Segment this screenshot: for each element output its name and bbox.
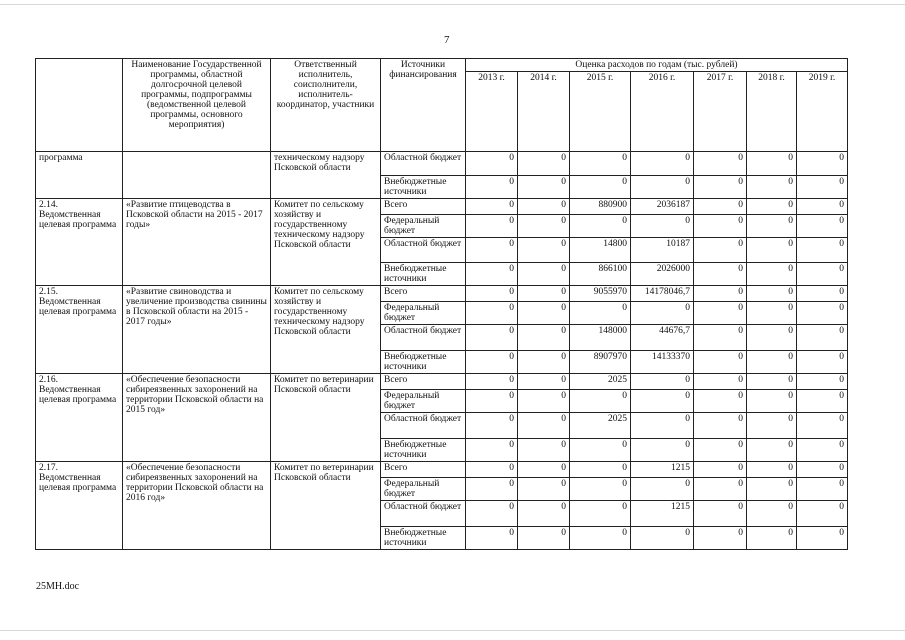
expenditure-table xyxy=(35,58,848,550)
funding-source: Федеральный бюджет xyxy=(381,390,466,413)
table-body xyxy=(36,152,848,550)
expense-value: 0 xyxy=(466,439,518,462)
expense-value: 0 xyxy=(466,374,518,390)
header-year: 2017 г. xyxy=(694,72,747,152)
program-responsible: Комитет по сельскому хозяйству и государственному техническому надзору Псковской области xyxy=(271,286,381,374)
header-empty xyxy=(36,59,123,152)
program-title: «Развитие птицеводства в Псковской области на 2015 - 2017 годы» xyxy=(123,199,271,286)
expense-value: 0 xyxy=(797,462,848,478)
header-year: 2018 г. xyxy=(747,72,797,152)
program-title: «Обеспечение безопасности сибиреязвенных захоронений на территории Псковской области на 2015 год» xyxy=(123,374,271,462)
expense-value: 0 xyxy=(570,215,631,238)
expense-value: 1215 xyxy=(631,501,694,527)
expense-value: 0 xyxy=(466,176,518,199)
footer-filename: 25MH.doc xyxy=(36,581,80,592)
expense-value: 0 xyxy=(694,527,747,550)
expense-value: 0 xyxy=(570,152,631,176)
expense-value: 0 xyxy=(747,501,797,527)
expense-value: 0 xyxy=(466,501,518,527)
expense-value: 0 xyxy=(694,263,747,286)
expense-value: 0 xyxy=(631,302,694,325)
expense-value: 0 xyxy=(694,302,747,325)
expense-value: 0 xyxy=(466,478,518,501)
expense-value: 0 xyxy=(466,238,518,263)
expense-value: 0 xyxy=(797,501,848,527)
expense-value: 0 xyxy=(694,390,747,413)
funding-source: Всего xyxy=(381,462,466,478)
header-year: 2014 г. xyxy=(518,72,570,152)
expense-value: 0 xyxy=(518,325,570,351)
expense-value: 10187 xyxy=(631,238,694,263)
expense-value: 0 xyxy=(747,302,797,325)
expense-value: 0 xyxy=(694,199,747,215)
expense-value: 0 xyxy=(518,302,570,325)
expense-value: 2036187 xyxy=(631,199,694,215)
expense-value: 0 xyxy=(518,176,570,199)
expense-value: 0 xyxy=(466,302,518,325)
expense-value: 0 xyxy=(466,390,518,413)
expense-value: 0 xyxy=(694,351,747,374)
program-title: «Обеспечение безопасности сибиреязвенных захоронений на территории Псковской области на 2016 год» xyxy=(123,462,271,550)
expense-value: 9055970 xyxy=(570,286,631,302)
expense-value: 0 xyxy=(694,462,747,478)
expense-value: 0 xyxy=(466,527,518,550)
expense-value: 0 xyxy=(570,302,631,325)
program-code: 2.15. Ведомственная целевая программа xyxy=(36,286,123,374)
expense-value: 0 xyxy=(518,527,570,550)
funding-source: Всего xyxy=(381,374,466,390)
header-year: 2013 г. xyxy=(466,72,518,152)
expense-value: 0 xyxy=(694,286,747,302)
expense-value: 0 xyxy=(747,325,797,351)
expense-value: 0 xyxy=(694,176,747,199)
funding-source: Областной бюджет xyxy=(381,413,466,439)
funding-source: Внебюджетные источники xyxy=(381,263,466,286)
expense-value: 0 xyxy=(694,215,747,238)
header-year: 2015 г. xyxy=(570,72,631,152)
header-program-name: Наименование Государственной программы, областной долгосрочной целевой программы, подпрограммы (ведомственной целевой программы, основного мероприятия) xyxy=(123,59,271,152)
expense-value: 0 xyxy=(797,263,848,286)
expense-value: 0 xyxy=(747,199,797,215)
expense-value: 0 xyxy=(518,439,570,462)
expense-value: 0 xyxy=(518,286,570,302)
expense-value: 0 xyxy=(694,152,747,176)
expense-value: 148000 xyxy=(570,325,631,351)
expense-value: 0 xyxy=(694,238,747,263)
expense-value: 0 xyxy=(518,238,570,263)
header-funding-sources: Источники финансирования xyxy=(381,59,466,152)
expense-value: 0 xyxy=(631,527,694,550)
expense-value: 0 xyxy=(797,351,848,374)
expense-value: 0 xyxy=(747,286,797,302)
expense-value: 0 xyxy=(570,390,631,413)
expense-value: 0 xyxy=(570,176,631,199)
expense-value: 8907970 xyxy=(570,351,631,374)
expense-value: 0 xyxy=(747,413,797,439)
expense-value: 0 xyxy=(797,238,848,263)
expense-value: 0 xyxy=(518,263,570,286)
expense-value: 0 xyxy=(518,462,570,478)
scan-artifact-bottom xyxy=(0,630,905,631)
expense-value: 0 xyxy=(747,374,797,390)
expense-value: 0 xyxy=(466,263,518,286)
expense-value: 0 xyxy=(694,478,747,501)
expense-value: 0 xyxy=(694,325,747,351)
expense-value: 0 xyxy=(466,413,518,439)
expense-value: 0 xyxy=(797,439,848,462)
expense-value: 0 xyxy=(747,215,797,238)
program-responsible: Комитет по ветеринарии Псковской области xyxy=(271,462,381,550)
table-row xyxy=(36,374,848,390)
expense-value: 0 xyxy=(466,351,518,374)
expense-value: 0 xyxy=(570,501,631,527)
expense-value: 14133370 xyxy=(631,351,694,374)
expense-value: 880900 xyxy=(570,199,631,215)
expense-value: 0 xyxy=(694,439,747,462)
funding-source: Всего xyxy=(381,199,466,215)
table-row xyxy=(36,152,848,176)
expense-value: 0 xyxy=(747,462,797,478)
funding-source: Внебюджетные источники xyxy=(381,527,466,550)
expense-value: 0 xyxy=(518,413,570,439)
expense-value: 0 xyxy=(631,390,694,413)
expense-value: 0 xyxy=(631,439,694,462)
funding-source: Областной бюджет xyxy=(381,501,466,527)
expense-value: 2025 xyxy=(570,413,631,439)
expense-value: 0 xyxy=(631,413,694,439)
expense-value: 0 xyxy=(797,302,848,325)
expense-value: 0 xyxy=(797,527,848,550)
program-code: программа xyxy=(36,152,123,199)
expense-value: 0 xyxy=(747,439,797,462)
expense-value: 0 xyxy=(797,199,848,215)
expense-value: 0 xyxy=(694,413,747,439)
expense-value: 2026000 xyxy=(631,263,694,286)
program-code: 2.16. Ведомственная целевая программа xyxy=(36,374,123,462)
expense-value: 0 xyxy=(570,462,631,478)
scan-artifact-top xyxy=(0,4,905,5)
table-row xyxy=(36,286,848,302)
expense-value: 14178046,7 xyxy=(631,286,694,302)
expense-value: 1215 xyxy=(631,462,694,478)
expense-value: 0 xyxy=(466,286,518,302)
expense-value: 0 xyxy=(747,478,797,501)
expense-value: 0 xyxy=(797,374,848,390)
expense-value: 0 xyxy=(747,238,797,263)
expense-value: 0 xyxy=(797,215,848,238)
expense-value: 0 xyxy=(797,413,848,439)
funding-source: Федеральный бюджет xyxy=(381,478,466,501)
expense-value: 0 xyxy=(797,152,848,176)
expense-value: 0 xyxy=(747,152,797,176)
expense-value: 44676,7 xyxy=(631,325,694,351)
header-responsible: Ответственный исполнитель, соисполнители, исполнитель-координатор, участники xyxy=(271,59,381,152)
expense-value: 0 xyxy=(631,176,694,199)
funding-source: Внебюджетные источники xyxy=(381,351,466,374)
expense-value: 0 xyxy=(466,199,518,215)
expense-value: 0 xyxy=(747,176,797,199)
expense-value: 0 xyxy=(518,390,570,413)
expense-value: 0 xyxy=(631,152,694,176)
table-row xyxy=(36,199,848,215)
expense-value: 0 xyxy=(631,478,694,501)
header-year: 2019 г. xyxy=(797,72,848,152)
expense-value: 0 xyxy=(518,199,570,215)
expense-value: 0 xyxy=(466,152,518,176)
expense-value: 0 xyxy=(797,390,848,413)
funding-source: Внебюджетные источники xyxy=(381,439,466,462)
expense-value: 0 xyxy=(747,527,797,550)
program-code: 2.17. Ведомственная целевая программа xyxy=(36,462,123,550)
expense-value: 0 xyxy=(797,478,848,501)
funding-source: Областной бюджет xyxy=(381,152,466,176)
expense-value: 0 xyxy=(694,501,747,527)
expense-value: 0 xyxy=(466,215,518,238)
header-expense-estimate: Оценка расходов по годам (тыс. рублей) xyxy=(466,59,848,72)
expense-value: 0 xyxy=(747,351,797,374)
expense-value: 0 xyxy=(570,527,631,550)
expense-value: 0 xyxy=(631,374,694,390)
expense-value: 0 xyxy=(747,263,797,286)
funding-source: Областной бюджет xyxy=(381,325,466,351)
program-title: «Развитие свиноводства и увеличение производства свинины в Псковской области на 2015 - 2017 годы» xyxy=(123,286,271,374)
program-responsible: Комитет по ветеринарии Псковской области xyxy=(271,374,381,462)
expense-value: 0 xyxy=(570,439,631,462)
expense-value: 0 xyxy=(797,325,848,351)
expense-value: 0 xyxy=(631,215,694,238)
expense-value: 0 xyxy=(518,351,570,374)
expense-value: 0 xyxy=(466,462,518,478)
expense-value: 866100 xyxy=(570,263,631,286)
program-responsible: Комитет по сельскому хозяйству и государственному техническому надзору Псковской области xyxy=(271,199,381,286)
expense-value: 14800 xyxy=(570,238,631,263)
funding-source: Внебюджетные источники xyxy=(381,176,466,199)
expense-value: 2025 xyxy=(570,374,631,390)
expense-value: 0 xyxy=(518,501,570,527)
page-number: 7 xyxy=(444,34,450,46)
funding-source: Областной бюджет xyxy=(381,238,466,263)
expense-value: 0 xyxy=(797,176,848,199)
expense-value: 0 xyxy=(694,374,747,390)
header-year: 2016 г. xyxy=(631,72,694,152)
expense-value: 0 xyxy=(518,374,570,390)
program-code: 2.14. Ведомственная целевая программа xyxy=(36,199,123,286)
expense-value: 0 xyxy=(518,478,570,501)
expense-value: 0 xyxy=(570,478,631,501)
funding-source: Федеральный бюджет xyxy=(381,215,466,238)
funding-source: Федеральный бюджет xyxy=(381,302,466,325)
funding-source: Всего xyxy=(381,286,466,302)
expense-value: 0 xyxy=(747,390,797,413)
program-responsible: техническому надзору Псковской области xyxy=(271,152,381,199)
table-row xyxy=(36,462,848,478)
expense-value: 0 xyxy=(518,215,570,238)
expense-value: 0 xyxy=(466,325,518,351)
expense-value: 0 xyxy=(797,286,848,302)
expense-value: 0 xyxy=(518,152,570,176)
program-title xyxy=(123,152,271,199)
